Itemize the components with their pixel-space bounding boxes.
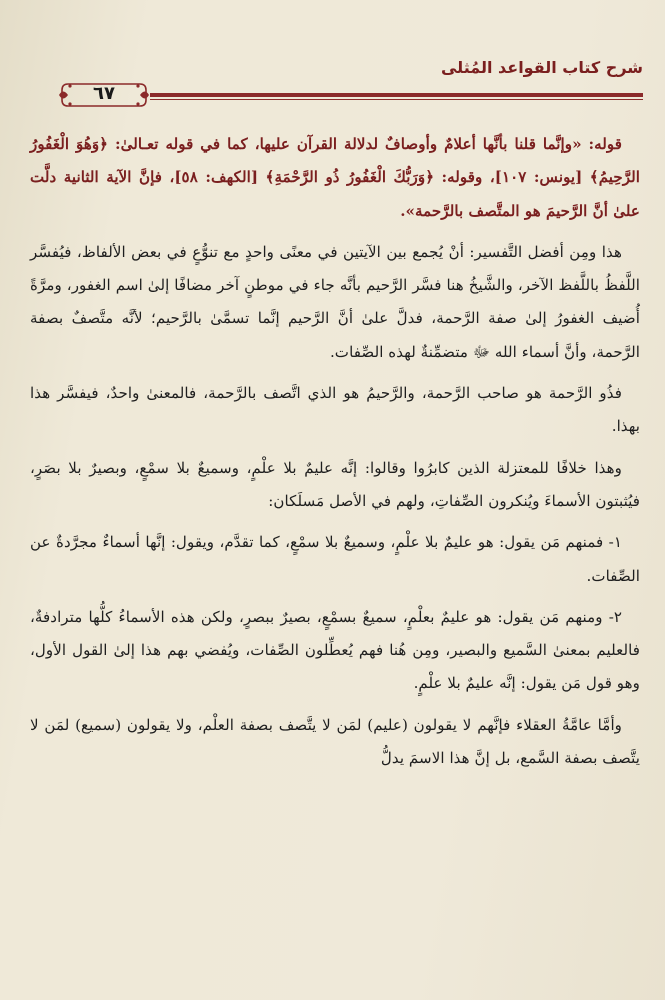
numbered-paragraph: ١- فمنهم مَن يقول: هو عليمٌ بلا علْمٍ، وسميعٌ بلا سمْعٍ، كما تقدَّم، ويقول: إنَّها أسماءٌ مجرَّدةٌ عن الصِّفات. bbox=[30, 533, 640, 585]
paragraph: وهذا خلافًا للمعتزلة الذين كابرُوا وقالوا: إنَّه عليمٌ بلا علْمٍ، وسميعٌ بلا سمْعٍ، وبصيرٌ بلا بصَرٍ، فيُثبتون الأسماءَ ويُنكرون الصِّفاتِ، ولهم في الأصل مَسلَكان: bbox=[30, 458, 640, 510]
header-rule bbox=[150, 93, 643, 97]
page-header bbox=[0, 0, 665, 130]
book-title: شرح كتاب القواعد المُثلى bbox=[440, 58, 643, 77]
paragraph: فذُو الرَّحمة هو صاحب الرَّحمة، والرَّحيمُ هو الذي اتَّصف بالرَّحمة، فالمعنىٰ واحدٌ، فيفسَّر هذا بهذا. bbox=[30, 384, 640, 436]
numbered-paragraph: ٢- ومنهم مَن يقول: هو عليمٌ بعلْمٍ، سميعٌ بسمْعٍ، بصيرٌ ببصرٍ، ولكن هذه الأسماءُ كلُّها مترادفةٌ، فالعليم بمعنىٰ السَّميع والبصير، ومِن هُنا فهم يُعطِّلون الصِّفات، ويُفضي بهم هذا إلىٰ القول الأول، وهو قول مَن يقول: إنَّه عليمٌ بلا علْمٍ. bbox=[30, 607, 640, 693]
page-body bbox=[30, 128, 640, 777]
paragraph: هذا ومِن أفضل التَّفسير: أنْ يُجمع بين الآيتين في معنًى واحدٍ مع تنوُّعٍ في بعض الألفاظ، فيُفسَّر اللَّفظُ باللَّفظ الآخر، والشَّيخُ هنا فسَّر الرَّحيم بأنَّه جاء في موطنٍ آخر مضافًا إلىٰ اسم الغفور، ومرَّةً أُضيف الغفورُ إلىٰ صفة الرَّحمة، فدلَّ علىٰ أنَّ الرَّحيم إنَّما تسمَّىٰ بالرَّحيم؛ لأنَّه متَّصفٌ بصفة الرَّحمة، وأنَّ أسماء الله ﷻ متضمِّنةٌ لهذه الصِّفات. bbox=[30, 242, 640, 361]
page-number-badge bbox=[58, 80, 150, 110]
paragraph: وأمَّا عامَّةُ العقلاء فإنَّهم لا يقولون (عليم) لمَن لا يتَّصف بصفة العلْم، ولا يقولون (سميع) لمَن لا يتَّصف بصفة السَّمع، بل إنَّ هذا الاسمَ يدلُّ bbox=[30, 715, 640, 768]
page-number: ٦٧ bbox=[93, 83, 115, 104]
header-rule-thin bbox=[150, 99, 643, 100]
quoted-passage: قوله: «وإنَّما قلنا بأنَّها أعلامٌ وأوصافٌ لدلالة القرآن عليها، كما في قوله تعـالىٰ: ﴿وَهُوَ الْغَفُورُ الرَّحِيمُ﴾ [يونس: ١٠٧]، وقوله: ﴿وَرَبُّكَ الْغَفُورُ ذُو الرَّحْمَةِ﴾ [الكهف: ٥٨]، فإنَّ الآية الثانية دلَّت علىٰ أنَّ الرَّحيمَ هو المتَّصف بالرَّحمة». bbox=[30, 135, 641, 220]
